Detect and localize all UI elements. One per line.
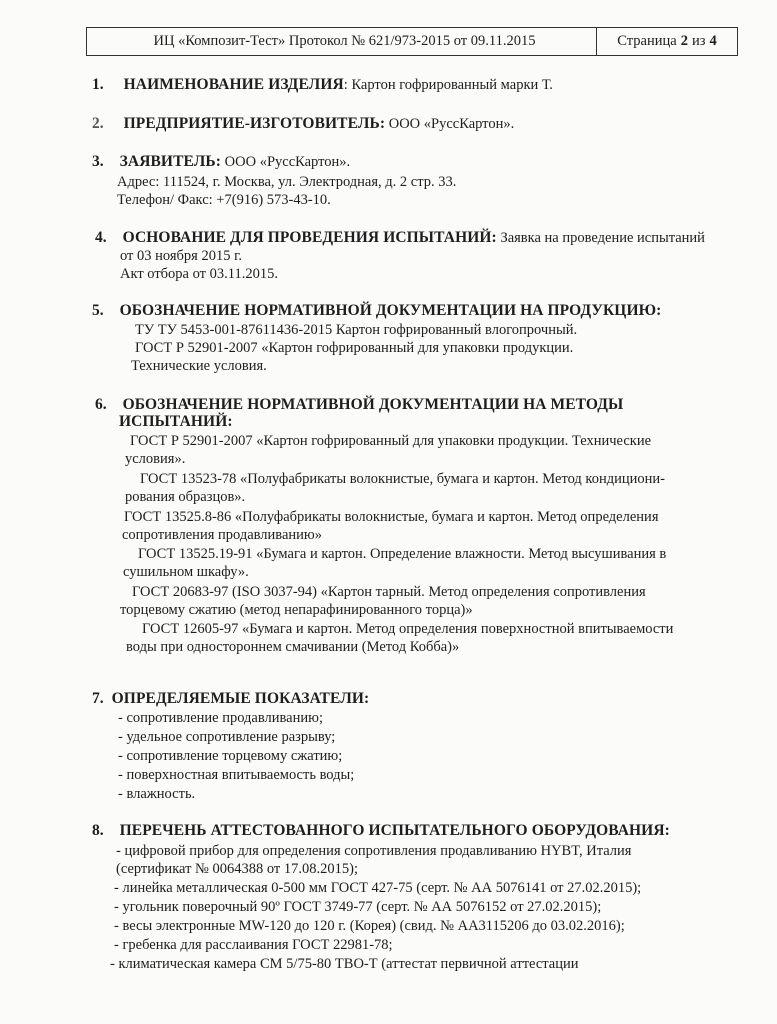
method-doc-line: ГОСТ Р 52901-2007 «Картон гофрированный для упаковки продукции. Технические: [130, 433, 652, 449]
method-doc-line: сушильном шкафу».: [123, 564, 249, 580]
sampling-act: Акт отбора от 03.11.2015.: [120, 266, 278, 282]
method-doc-line: ГОСТ 13525.8-86 «Полуфабрикаты волокнистые, бумага и картон. Метод определения: [124, 509, 659, 525]
section-1: [92, 76, 553, 94]
indicator-item: - удельное сопротивление разрыву;: [118, 729, 336, 745]
section-text: ООО «РуссКартон».: [385, 116, 515, 132]
method-doc-line: ГОСТ 12605-97 «Бумага и картон. Метод определения поверхностной впитываемости: [142, 621, 674, 637]
page-header: [86, 27, 738, 56]
section-6-title-cont: [119, 413, 233, 431]
equipment-item: - гребенка для расслаивания ГОСТ 22981-78;: [114, 937, 393, 953]
page-indicator: [596, 28, 737, 55]
applicant-phone: Телефон/ Факс: +7(916) 573-43-10.: [117, 192, 331, 208]
section-number: 2.: [92, 115, 104, 132]
equipment-item: - климатическая камера СМ 5/75-80 ТВО-Т (аттестат первичной аттестации: [110, 956, 579, 972]
doc-line: ГОСТ Р 52901-2007 «Картон гофрированный для упаковки продукции.: [135, 340, 574, 356]
page-of: из: [691, 33, 706, 49]
section-6: [95, 396, 623, 414]
equipment-item: - угольник поверочный 90º ГОСТ 3749-77 (серт. № АА 5076152 от 27.02.2015);: [114, 899, 602, 915]
section-title-cont: ИСПЫТАНИЙ:: [119, 413, 233, 430]
section-title: НАИМЕНОВАНИЕ ИЗДЕЛИЯ: [123, 76, 344, 93]
page-total: 4: [709, 33, 717, 49]
method-doc-line: торцевому сжатию (метод непарафинированного торца)»: [120, 602, 473, 618]
section-number: 4.: [95, 229, 107, 246]
method-doc-line: ГОСТ 13525.19-91 «Бумага и картон. Определение влажности. Метод высушивания в: [138, 546, 667, 562]
section-text: : Картон гофрированный марки Т.: [343, 77, 553, 93]
section-3: [92, 153, 350, 171]
indicator-item: - поверхностная впитываемость воды;: [118, 767, 355, 783]
equipment-item: - весы электронные MW-120 до 120 г. (Корея) (свид. № АА3115206 до 03.02.2016);: [114, 918, 625, 934]
applicant-address: Адрес: 111524, г. Москва, ул. Электродная, д. 2 стр. 33.: [117, 174, 457, 190]
method-doc-line: воды при одностороннем смачивании (Метод Кобба)»: [126, 639, 460, 655]
section-5: [92, 302, 661, 320]
section-title: ЗАЯВИТЕЛЬ:: [119, 153, 222, 170]
protocol-title: ИЦ «Композит-Тест» Протокол № 621/973-2015 от 09.11.2015: [153, 33, 536, 49]
indicator-item: - сопротивление продавливанию;: [118, 710, 323, 726]
indicator-item: - сопротивление торцевому сжатию;: [118, 748, 343, 764]
request-date: от 03 ноября 2015 г.: [120, 248, 243, 264]
section-text: Заявка на проведение испытаний: [496, 230, 705, 246]
method-doc-line: сопротивления продавливанию»: [122, 527, 322, 543]
section-8: [92, 822, 670, 840]
equipment-item: - цифровой прибор для определения сопротивления продавливанию HYBT, Италия: [116, 843, 632, 859]
section-number: 8.: [92, 822, 104, 839]
section-title: ОСНОВАНИЕ ДЛЯ ПРОВЕДЕНИЯ ИСПЫТАНИЙ:: [122, 229, 497, 246]
section-number: 6.: [95, 396, 107, 413]
section-title: ОПРЕДЕЛЯЕМЫЕ ПОКАЗАТЕЛИ:: [111, 690, 370, 707]
section-title: ОБОЗНАЧЕНИЕ НОРМАТИВНОЙ ДОКУМЕНТАЦИИ НА ПРОДУКЦИЮ:: [119, 302, 662, 319]
section-number: 7.: [92, 690, 104, 707]
page-number: 2: [680, 33, 688, 49]
method-doc-line: ГОСТ 13523-78 «Полуфабрикаты волокнистые, бумага и картон. Метод кондициони-: [140, 471, 666, 487]
indicator-item: - влажность.: [118, 786, 196, 802]
doc-line: ТУ ТУ 5453-001-87611436-2015 Картон гофрированный влогопрочный.: [135, 322, 578, 338]
section-title: ПРЕДПРИЯТИЕ-ИЗГОТОВИТЕЛЬ:: [123, 115, 386, 132]
page-label: Страница: [617, 33, 677, 49]
section-number: 1.: [92, 76, 104, 93]
section-number: 5.: [92, 302, 104, 319]
section-number: 3.: [92, 153, 104, 170]
section-title: ПЕРЕЧЕНЬ АТТЕСТОВАННОГО ИСПЫТАТЕЛЬНОГО ОБОРУДОВАНИЯ:: [119, 822, 670, 839]
equipment-item: (сертификат № 0064388 от 17.08.2015);: [116, 861, 358, 877]
equipment-item: - линейка металлическая 0-500 мм ГОСТ 427-75 (серт. № АА 5076141 от 27.02.2015);: [114, 880, 642, 896]
method-doc-line: рования образцов».: [125, 489, 246, 505]
section-7: [92, 690, 369, 708]
section-title: ОБОЗНАЧЕНИЕ НОРМАТИВНОЙ ДОКУМЕНТАЦИИ НА МЕТОДЫ: [122, 396, 624, 413]
section-2: [92, 115, 514, 133]
section-text: ООО «РуссКартон».: [221, 154, 351, 170]
method-doc-line: ГОСТ 20683-97 (ISO 3037-94) «Картон тарный. Метод определения сопротивления: [132, 584, 646, 600]
section-4: [95, 229, 705, 247]
doc-line: Технические условия.: [131, 358, 267, 374]
method-doc-line: условия».: [125, 451, 186, 467]
